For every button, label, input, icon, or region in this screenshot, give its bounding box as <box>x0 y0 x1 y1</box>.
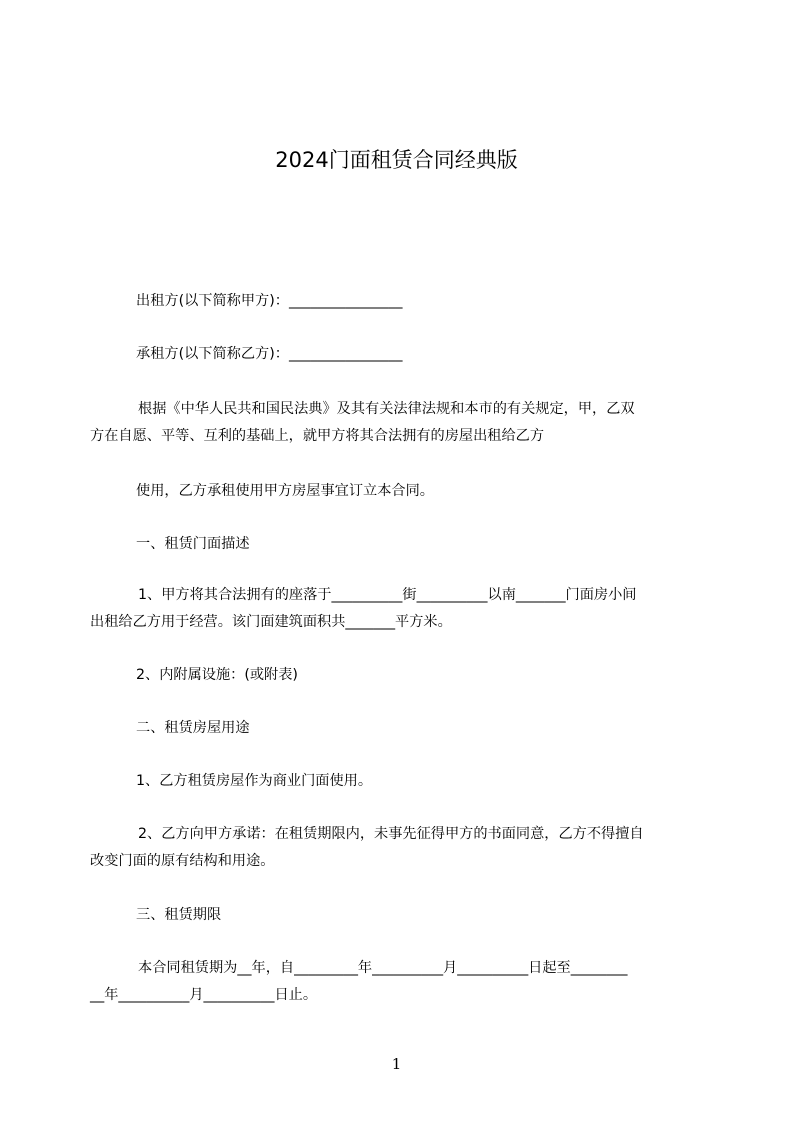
page-number: 1 <box>391 1055 402 1073</box>
lessee-line: 承租方(以下简称乙方)：________________ <box>136 346 403 362</box>
document-title: 2024门面租赁合同经典版 <box>275 148 518 172</box>
section-1-heading: 一、租赁门面描述 <box>136 536 250 552</box>
clause-2-1: 1、乙方租赁房屋作为商业门面使用。 <box>136 773 373 789</box>
clause-1-1-line-2: 出租给乙方用于经营。该门面建筑面积共_______平方米。 <box>90 614 452 630</box>
clause-2-2-line-1: 2、乙方向甲方承诺：在租赁期限内，未事先征得甲方的书面同意，乙方不得擅自 <box>138 826 644 842</box>
preamble-line-3: 使用，乙方承租使用甲方房屋事宜订立本合同。 <box>136 483 434 499</box>
clause-1-1-line-1: 1、甲方将其合法拥有的座落于__________街__________以南_______门面房小间 <box>138 587 637 603</box>
clause-2-2-line-2: 改变门面的原有结构和用途。 <box>90 853 275 869</box>
section-2-heading: 二、租赁房屋用途 <box>136 720 250 736</box>
clause-1-2: 2、内附属设施：(或附表) <box>136 667 298 683</box>
section-3-heading: 三、租赁期限 <box>136 907 222 923</box>
clause-3-line-2: __年__________月__________日止。 <box>90 987 318 1003</box>
lessor-line: 出租方(以下简称甲方)：________________ <box>136 293 403 309</box>
clause-3-line-1: 本合同租赁期为__年，自_________年__________月__________日起至________ <box>138 960 628 976</box>
preamble-line-2: 方在自愿、平等、互利的基础上，就甲方将其合法拥有的房屋出租给乙方 <box>90 428 545 444</box>
preamble-line-1: 根据《中华人民共和国民法典》及其有关法律法规和本市的有关规定，甲，乙双 <box>138 401 635 417</box>
